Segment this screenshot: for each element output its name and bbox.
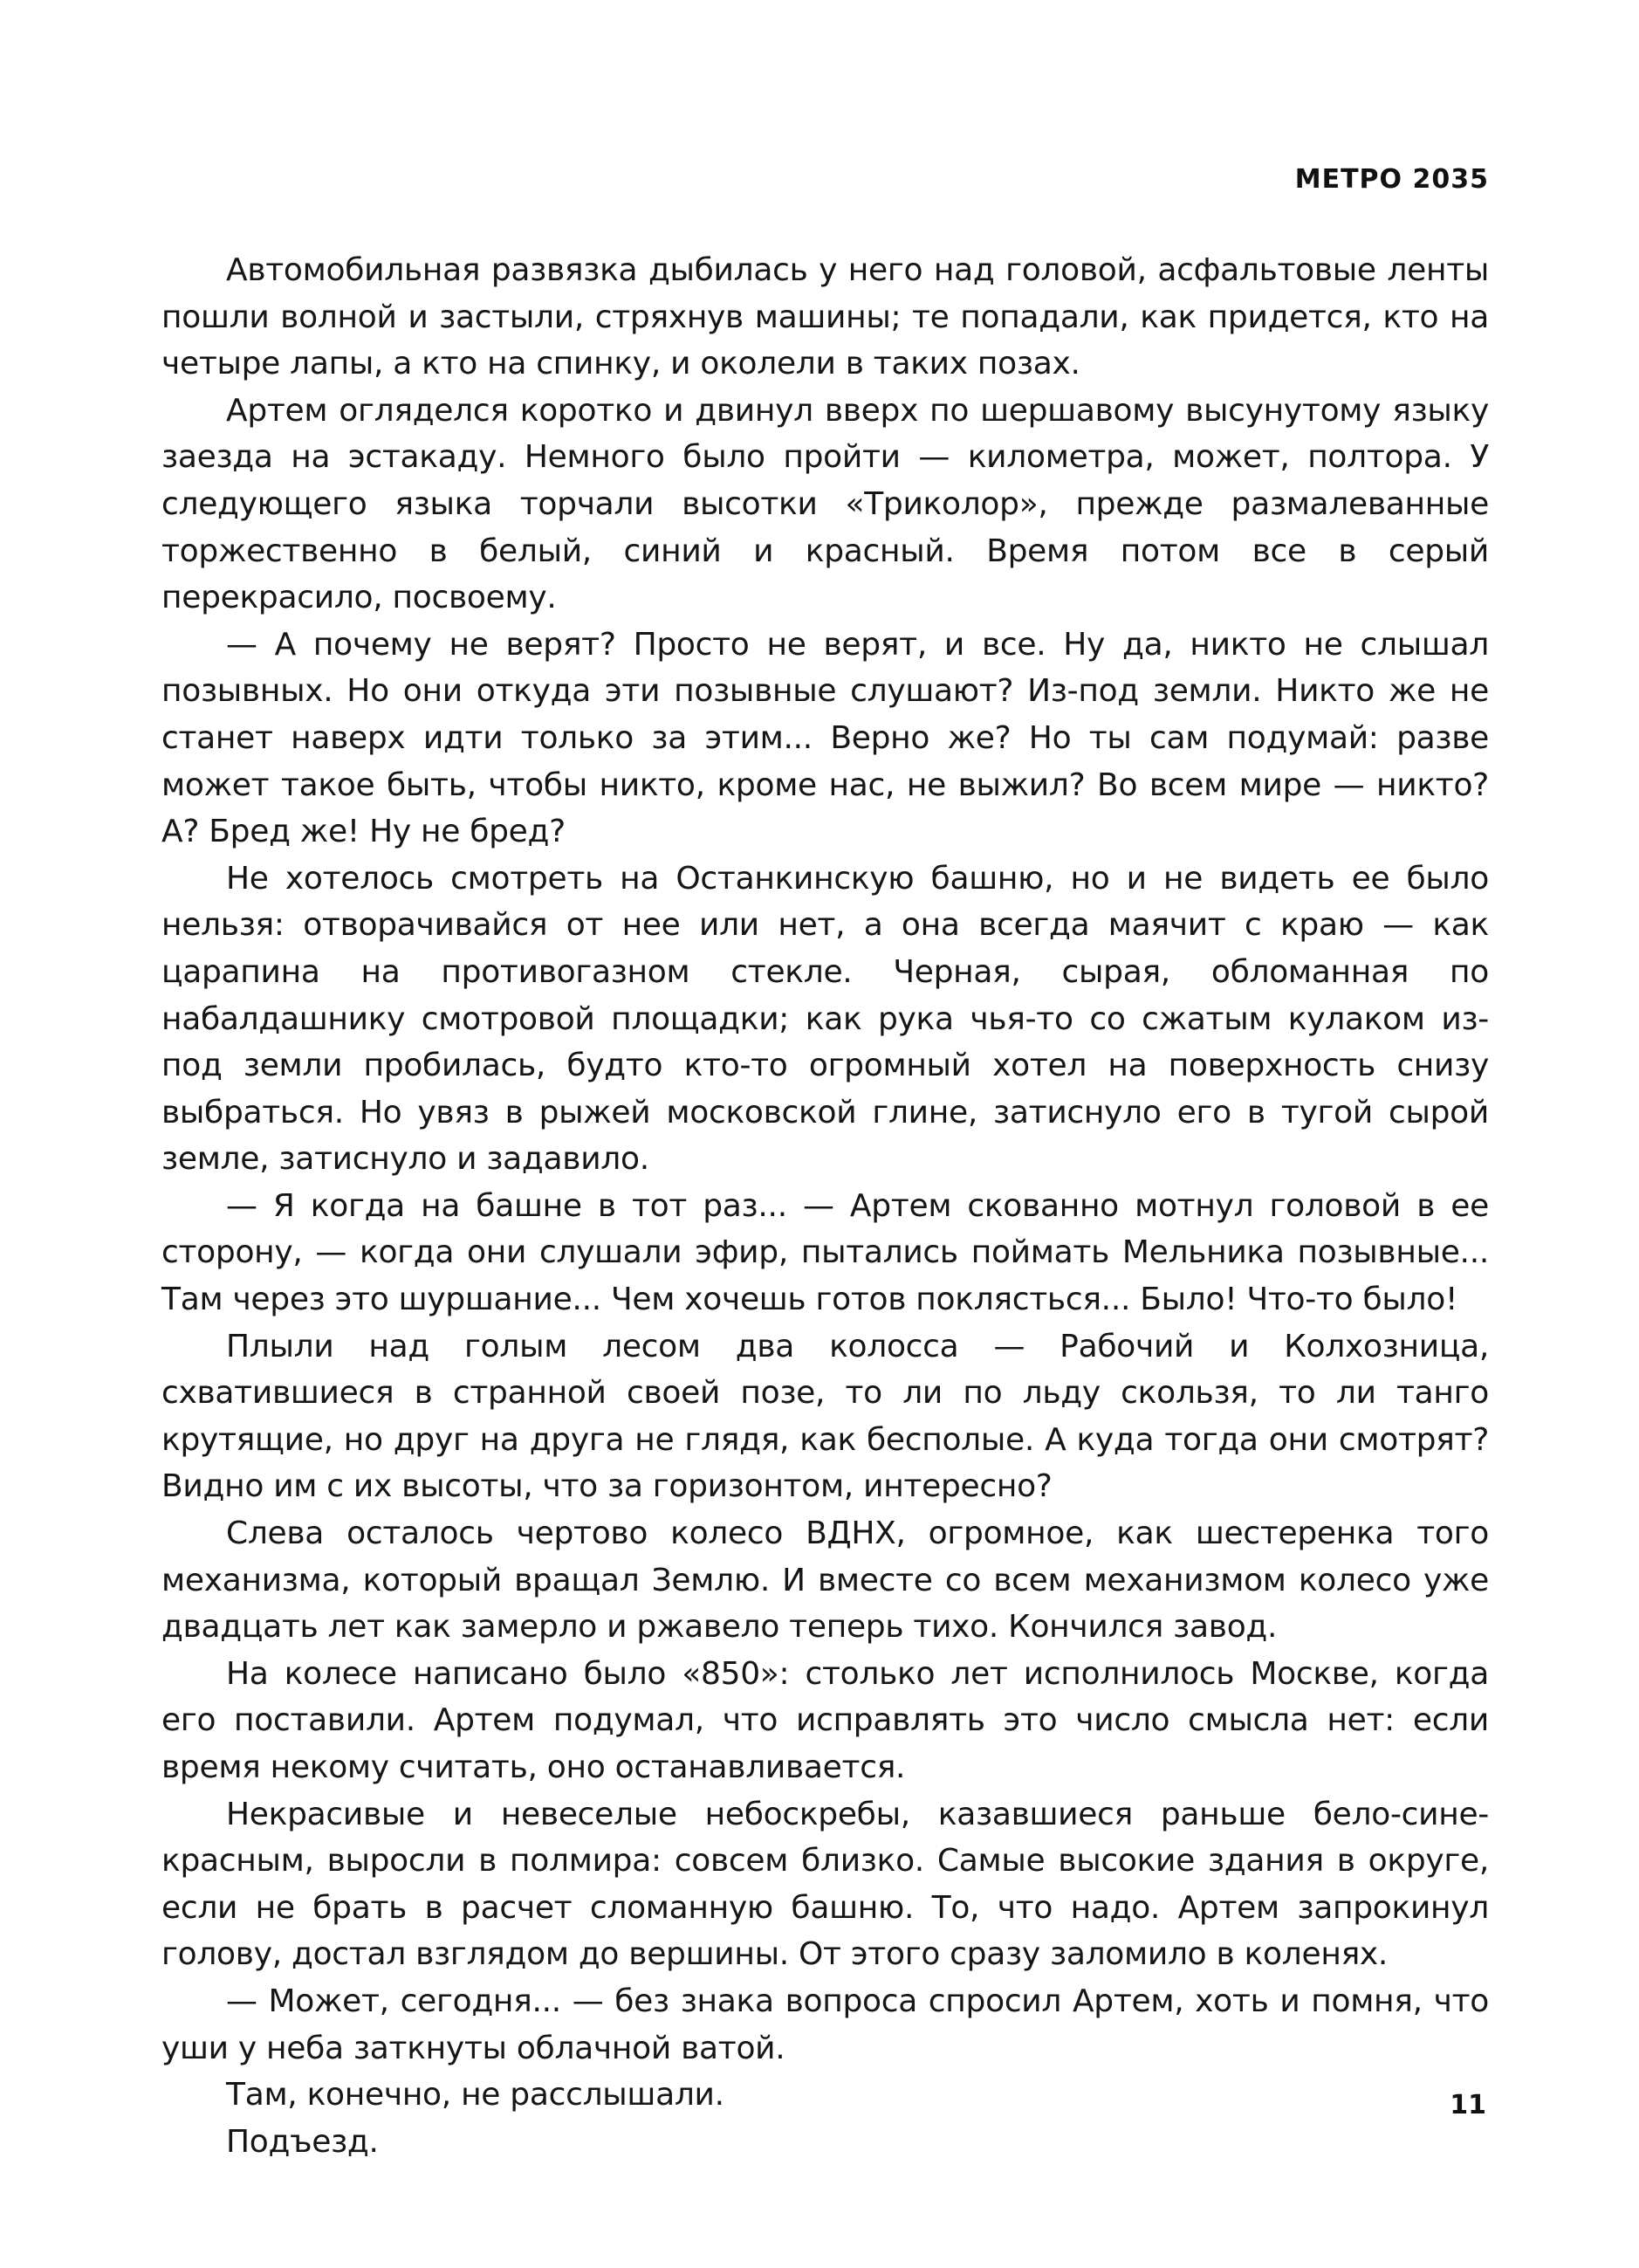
paragraph: — А почему не верят? Просто не верят, и все. Ну да, никто не слышал позывных. Но они откуда эти позывные слушают? Из-под земли. Никто же не станет наверх идти только за этим... Верно же? Но ты сам подумай: разве может такое быть, чтобы никто, кроме нас, не выжил? Во всем мире — никто? А? Бред же! Ну не бред? [161, 626, 1489, 850]
paragraph: Слева осталось чертово колесо ВДНХ, огромное, как шестеренка того механизма, который вращал Землю. И вместе со всем механизмом колесо уже двадцать лет как замерло и ржавело теперь тихо. Кончился завод. [161, 1515, 1489, 1646]
paragraph: Там, конечно, не расслышали. [226, 2077, 724, 2113]
paragraph: — Может, сегодня... — без знака вопроса спросил Артем, хоть и помня, что уши у неба заткнуты облачной ватой. [161, 1983, 1489, 2066]
running-title: МЕТРО 2035 [1294, 164, 1489, 195]
paragraph: Подъезд. [226, 2123, 379, 2160]
paragraph: Автомобильная развязка дыбилась у него над головой, асфальтовые ленты пошли волной и застыли, стряхнув машины; те попадали, как придется, кто на четыре лапы, а кто на спинку, и околели в таких позах. [161, 252, 1489, 382]
paragraph: Артем огляделся коротко и двинул вверх по шершавому высунутому языку заезда на эстакаду. Немного было пройти — километра, может, полтора. У следующего языка торчали высотки «Триколор», прежде размалеванные торжественно в белый, синий и красный. Время потом все в серый перекрасило, посвоему. [161, 392, 1489, 616]
paragraph: Некрасивые и невеселые небоскребы, казавшиеся раньше бело-сине-красным, выросли в полмира: совсем близко. Самые высокие здания в округе, если не брать в расчет сломанную башню. То, что надо. Артем запрокинул голову, достал взглядом до вершины. От этого сразу заломило в коленях. [161, 1796, 1489, 1973]
paragraph: Не хотелось смотреть на Останкинскую башню, но и не видеть ее было нельзя: отворачивайся от нее или нет, а она всегда маячит с краю — как царапина на противогазном стекле. Черная, сырая, обломанная по набалдашнику смотровой площадки; как рука чья-то со сжатым кулаком из-под земли пробилась, будто кто-то огромный хотел на поверхность снизу выбраться. Но увяз в рыжей московской глине, затиснуло его в тугой сырой земле, затиснуло и задавило. [161, 860, 1489, 1178]
paragraph: На колесе написано было «850»: столько лет исполнилось Москве, когда его поставили. Артем подумал, что исправлять это число смысла нет: если время некому считать, оно останавливается. [161, 1655, 1489, 1785]
paragraph: Плыли над голым лесом два колосса — Рабочий и Колхозница, схватившиеся в странной своей позе, то ли по льду скользя, то ли танго крутящие, но друг на друга не глядя, как бесполые. А куда тогда они смотрят? Видно им с их высоты, что за горизонтом, интересно? [161, 1328, 1489, 1505]
paragraph: — Я когда на башне в тот раз... — Артем скованно мотнул головой в ее сторону, — когда они слушали эфир, пытались поймать Мельника позывные... Там через это шуршание... Чем хочешь готов поклясться... Было! Что-то было! [161, 1187, 1489, 1318]
body-text [161, 247, 1489, 2165]
page-number: 11 [1450, 2090, 1486, 2120]
